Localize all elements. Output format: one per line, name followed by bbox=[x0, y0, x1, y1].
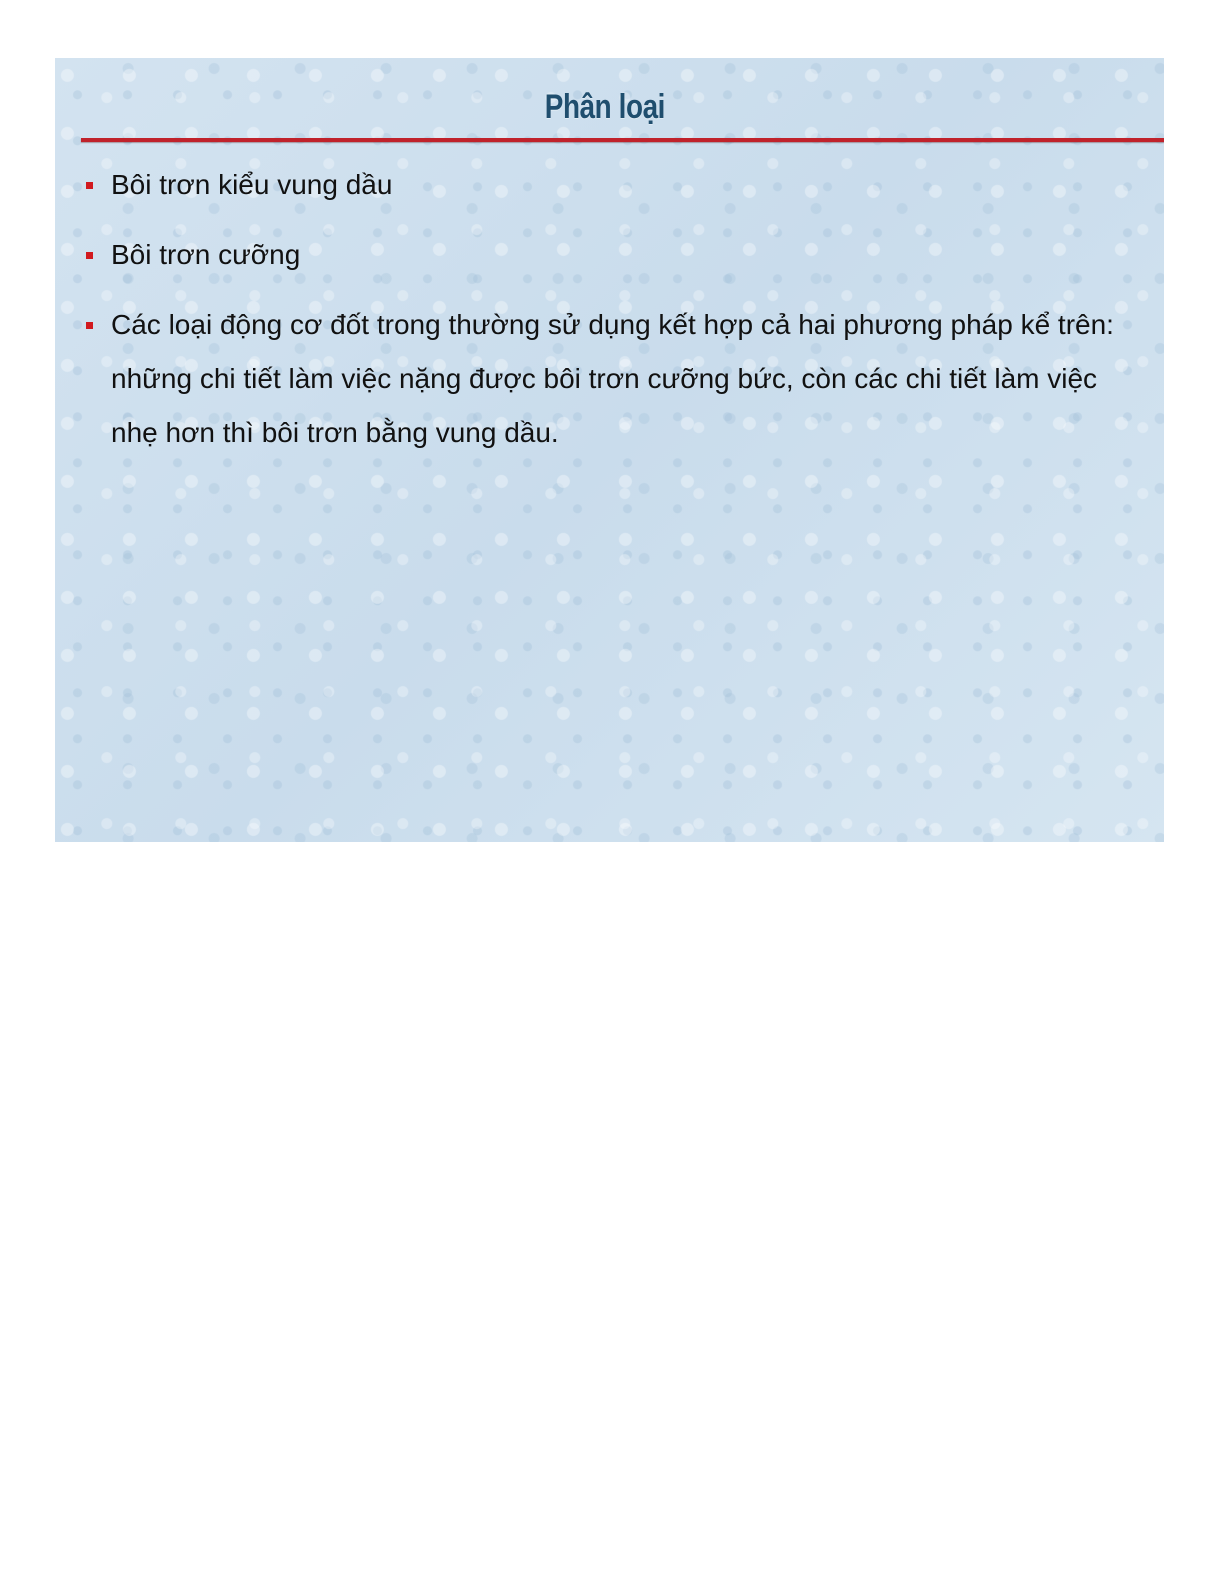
bullet-text: Bôi trơn cưỡng bbox=[111, 239, 301, 270]
bullet-item bbox=[83, 228, 1143, 282]
bullet-text: Các loại động cơ đốt trong thường sử dụng kết hợp cả hai phương pháp kể trên: những chi tiết làm việc nặng được bôi trơn cưỡng bức, còn các chi tiết làm việc nhẹ hơn thì bôi trơn bằng vung dầu. bbox=[111, 309, 1114, 448]
square-bullet-icon bbox=[86, 322, 93, 329]
slide-title: Phân loại bbox=[544, 88, 666, 126]
bullet-list bbox=[83, 158, 1143, 476]
bullet-item bbox=[83, 298, 1143, 460]
title-divider bbox=[81, 138, 1164, 142]
bullet-item bbox=[83, 158, 1143, 212]
square-bullet-icon bbox=[86, 182, 93, 189]
slide bbox=[55, 58, 1164, 842]
bullet-text: Bôi trơn kiểu vung dầu bbox=[111, 169, 393, 200]
square-bullet-icon bbox=[86, 252, 93, 259]
